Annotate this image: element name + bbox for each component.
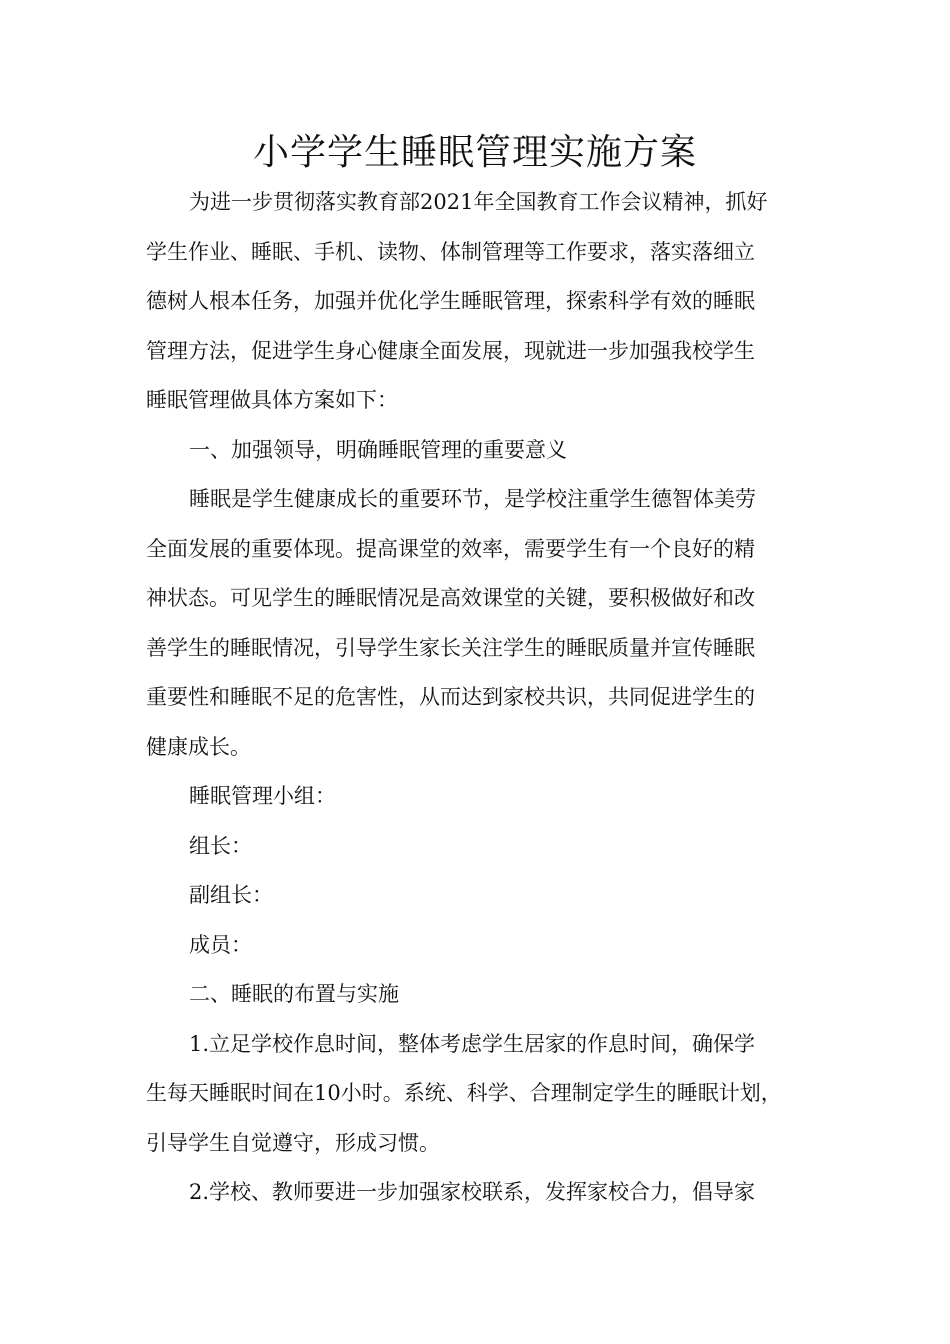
group-heading: 睡眠管理小组： (189, 784, 336, 808)
list-item-line: 1.立足学校作息时间，整体考虑学生居家的作息时间，确保学 (189, 1031, 756, 1056)
paragraph-line: 管理方法，促进学生身心健康全面发展，现就进一步加强我校学生 (146, 338, 755, 363)
section-heading: 二、睡眠的布置与实施 (189, 982, 399, 1006)
list-item-line: 引导学生自觉遵守，形成习惯。 (146, 1130, 440, 1155)
paragraph-line: 睡眠管理做具体方案如下： (146, 388, 398, 412)
paragraph-line: 善学生的睡眠情况，引导学生家长关注学生的睡眠质量并宣传睡眠 (146, 635, 755, 660)
document-title: 小学学生睡眠管理实施方案 (252, 132, 697, 173)
group-members-label: 成员： (189, 932, 252, 957)
group-deputy-label: 副组长： (189, 883, 273, 907)
paragraph-line: 睡眠是学生健康成长的重要环节，是学校注重学生德智体美劳 (189, 487, 756, 511)
paragraph-line: 学生作业、睡眠、手机、读物、体制管理等工作要求，落实落细立 (146, 239, 755, 264)
document-body (146, 178, 821, 1218)
paragraph-line: 健康成长。 (146, 734, 251, 759)
paragraph-line: 神状态。可见学生的睡眠情况是高效课堂的关键，要积极做好和改 (146, 586, 755, 610)
paragraph-line: 全面发展的重要体现。提高课堂的效率，需要学生有一个良好的精 (146, 536, 755, 561)
paragraph-line: 重要性和睡眠不足的危害性，从而达到家校共识，共同促进学生的 (146, 685, 755, 709)
paragraph-line: 德树人根本任务，加强并优化学生睡眠管理，探索科学有效的睡眠 (146, 289, 755, 313)
paragraph-line: 为进一步贯彻落实教育部2021年全国教育工作会议精神，抓好 (189, 190, 768, 214)
list-item-line: 生每天睡眠时间在10小时。系统、科学、合理制定学生的睡眠计划， (146, 1081, 782, 1105)
section-heading: 一、加强领导，明确睡眠管理的重要意义 (189, 437, 567, 462)
list-item-line: 2.学校、教师要进一步加强家校联系，发挥家校合力，倡导家 (189, 1180, 756, 1204)
group-leader-label: 组长： (189, 833, 252, 858)
